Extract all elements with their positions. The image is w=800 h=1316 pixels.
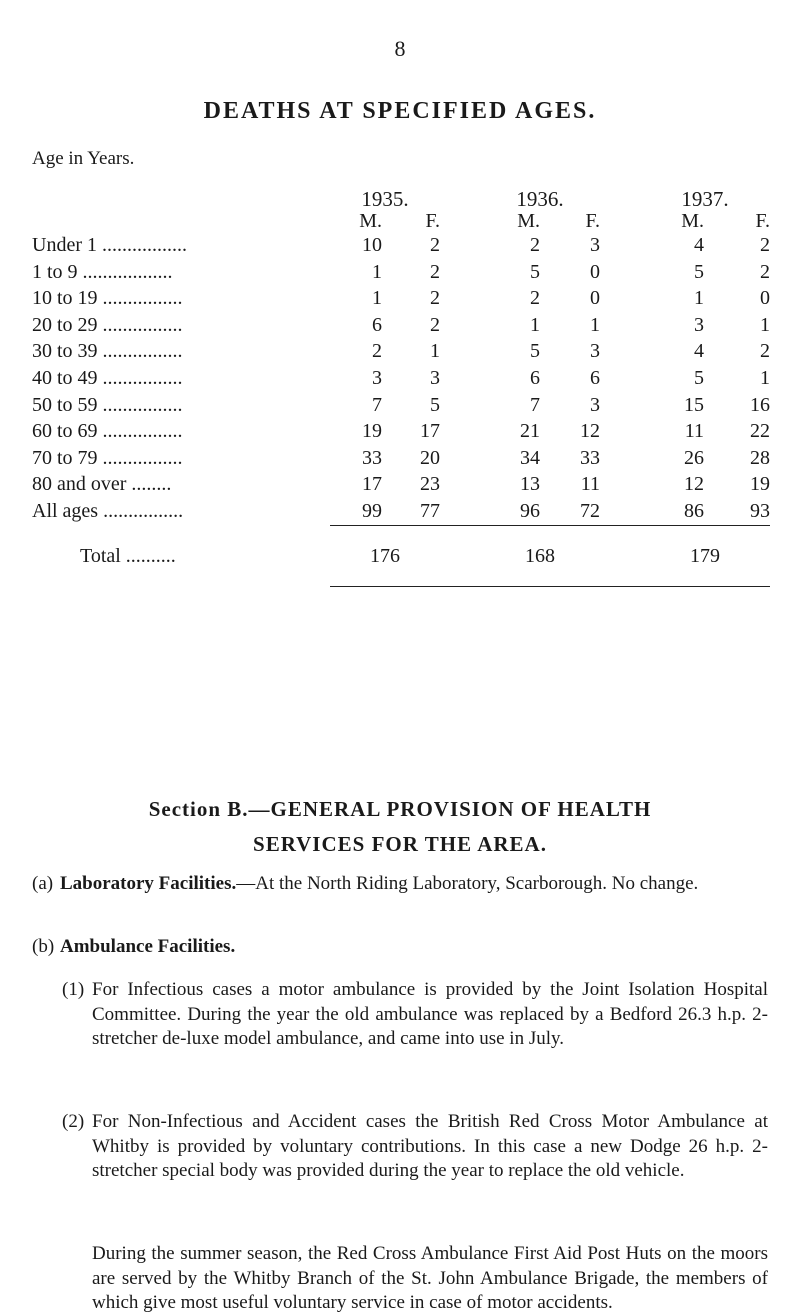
death-count: 2 xyxy=(372,340,382,363)
death-count: 72 xyxy=(580,499,600,522)
death-count: 12 xyxy=(580,420,600,443)
death-count: 7 xyxy=(372,393,382,416)
death-count: 2 xyxy=(760,340,770,363)
table-row xyxy=(32,445,770,472)
year-header: 1935. xyxy=(361,187,409,211)
paragraph-marker: (b) xyxy=(32,936,55,957)
death-count: 3 xyxy=(694,313,704,336)
paragraph-b1 xyxy=(62,978,768,1052)
year-total: 168 xyxy=(440,525,600,586)
death-count: 22 xyxy=(750,420,770,443)
death-count: 19 xyxy=(750,473,770,496)
total-row xyxy=(32,525,770,586)
death-count: 7 xyxy=(530,393,540,416)
paragraph-marker: (a) xyxy=(32,873,54,894)
death-count: 6 xyxy=(530,366,540,389)
death-count: 2 xyxy=(430,287,440,310)
sex-header: M. xyxy=(359,210,382,232)
death-count: 3 xyxy=(590,234,600,256)
death-count: 0 xyxy=(760,287,770,310)
paragraph-marker: (2) xyxy=(62,1111,85,1132)
paragraph-heading: Laboratory Facilities. xyxy=(60,873,237,894)
death-count: 16 xyxy=(750,393,770,416)
age-group-label: 70 to 79 ................ xyxy=(32,446,183,469)
death-count: 11 xyxy=(580,473,600,496)
death-count: 96 xyxy=(520,499,540,522)
death-count: 1 xyxy=(694,287,704,310)
section-title-line: SERVICES FOR THE AREA. xyxy=(253,832,547,856)
death-count: 5 xyxy=(430,393,440,416)
death-count: 1 xyxy=(590,313,600,336)
death-count: 1 xyxy=(530,313,540,336)
death-count: 0 xyxy=(590,260,600,283)
death-count: 6 xyxy=(590,366,600,389)
age-group-label: All ages ................ xyxy=(32,500,184,523)
death-count: 3 xyxy=(372,366,382,389)
death-count: 33 xyxy=(362,446,382,469)
year-total: 179 xyxy=(600,525,770,586)
death-count: 99 xyxy=(362,499,382,522)
death-count: 77 xyxy=(420,499,440,522)
sex-header: F. xyxy=(425,210,440,232)
paragraph-text: For Infectious cases a motor ambulance is provided by the Joint Isolation Hospital Committee. During the year the old ambulance was replaced by a Bedford 26.3 h.p. 2-stretcher de-luxe model ambulance, and came into use in July. xyxy=(92,979,768,1049)
table-row xyxy=(32,312,770,339)
age-group-label: 1 to 9 .................. xyxy=(32,260,173,283)
age-group-label: 50 to 59 ................ xyxy=(32,393,183,416)
deaths-table xyxy=(32,188,770,587)
death-count: 10 xyxy=(362,234,382,256)
death-count: 1 xyxy=(372,260,382,283)
death-count: 33 xyxy=(580,446,600,469)
paragraph-a xyxy=(32,872,768,897)
death-count: 6 xyxy=(372,313,382,336)
paragraph-text: During the summer season, the Red Cross Ambulance First Aid Post Huts on the moors are served by the Whitby Branch of the St. John Ambulance Brigade, the members of which give most useful voluntary service in case of motor accidents. xyxy=(92,1243,768,1313)
death-count: 2 xyxy=(760,260,770,283)
death-count: 2 xyxy=(430,260,440,283)
death-count: 26 xyxy=(684,446,704,469)
death-count: 86 xyxy=(684,499,704,522)
death-count: 1 xyxy=(760,366,770,389)
death-count: 3 xyxy=(590,393,600,416)
age-group-label: 60 to 69 ................ xyxy=(32,420,183,443)
age-group-label: 40 to 49 ................ xyxy=(32,366,183,389)
death-count: 4 xyxy=(694,234,704,256)
death-count: 2 xyxy=(760,234,770,256)
death-count: 11 xyxy=(684,420,704,443)
death-count: 21 xyxy=(520,420,540,443)
age-group-label: 80 and over ........ xyxy=(32,473,172,496)
death-count: 2 xyxy=(430,234,440,256)
sex-header: F. xyxy=(755,210,770,232)
year-header: 1937. xyxy=(681,187,729,211)
death-count: 23 xyxy=(420,473,440,496)
year-header-row xyxy=(32,188,770,210)
death-count: 3 xyxy=(590,340,600,363)
age-group-label: Under 1 ................. xyxy=(32,234,187,256)
paragraph-b3 xyxy=(92,1242,768,1316)
page-heading: DEATHS AT SPECIFIED AGES. xyxy=(203,98,597,124)
table-row xyxy=(32,471,770,498)
death-count: 2 xyxy=(530,234,540,256)
paragraph-b2 xyxy=(62,1110,768,1184)
death-count: 19 xyxy=(362,420,382,443)
death-count: 1 xyxy=(430,340,440,363)
sex-header-row xyxy=(32,210,770,232)
death-count: 3 xyxy=(430,366,440,389)
sex-header: M. xyxy=(681,210,704,232)
year-total: 176 xyxy=(330,525,440,586)
table-row xyxy=(32,392,770,419)
death-count: 12 xyxy=(684,473,704,496)
death-count: 1 xyxy=(760,313,770,336)
sex-header: F. xyxy=(585,210,600,232)
death-count: 5 xyxy=(694,366,704,389)
death-count: 17 xyxy=(362,473,382,496)
total-label: Total .......... xyxy=(80,544,176,567)
death-count: 5 xyxy=(530,340,540,363)
death-count: 2 xyxy=(430,313,440,336)
table-row xyxy=(32,285,770,312)
table-row xyxy=(32,232,770,259)
section-title-line: Section B.—GENERAL PROVISION OF HEALTH xyxy=(148,797,652,821)
death-count: 15 xyxy=(684,393,704,416)
table-row xyxy=(32,498,770,525)
death-count: 20 xyxy=(420,446,440,469)
section-title xyxy=(0,792,800,862)
death-count: 5 xyxy=(694,260,704,283)
paragraph-marker: (1) xyxy=(62,979,85,1000)
death-count: 13 xyxy=(520,473,540,496)
year-header: 1936. xyxy=(516,187,564,211)
paragraph-text: —At the North Riding Laboratory, Scarborough. No change. xyxy=(236,873,699,894)
table-row xyxy=(32,259,770,286)
table-row xyxy=(32,365,770,392)
age-column-note: Age in Years. xyxy=(32,148,135,169)
death-count: 17 xyxy=(420,420,440,443)
death-count: 1 xyxy=(372,287,382,310)
page-number: 8 xyxy=(394,36,406,61)
death-count: 93 xyxy=(750,499,770,522)
paragraph-text: For Non-Infectious and Accident cases the British Red Cross Motor Ambulance at Whitby is provided by voluntary contributions. In this case a new Dodge 26 h.p. 2-stretcher special body was provided during the year to replace the old vehicle. xyxy=(92,1111,768,1181)
death-count: 28 xyxy=(750,446,770,469)
age-group-label: 10 to 19 ................ xyxy=(32,287,183,310)
death-count: 2 xyxy=(530,287,540,310)
table-row xyxy=(32,338,770,365)
table-row xyxy=(32,418,770,445)
death-count: 4 xyxy=(694,340,704,363)
age-group-label: 20 to 29 ................ xyxy=(32,313,183,336)
death-count: 0 xyxy=(590,287,600,310)
age-group-label: 30 to 39 ................ xyxy=(32,340,183,363)
death-count: 5 xyxy=(530,260,540,283)
death-count: 34 xyxy=(520,446,540,469)
sex-header: M. xyxy=(517,210,540,232)
paragraph-b xyxy=(32,935,768,960)
paragraph-heading: Ambulance Facilities. xyxy=(60,936,236,957)
